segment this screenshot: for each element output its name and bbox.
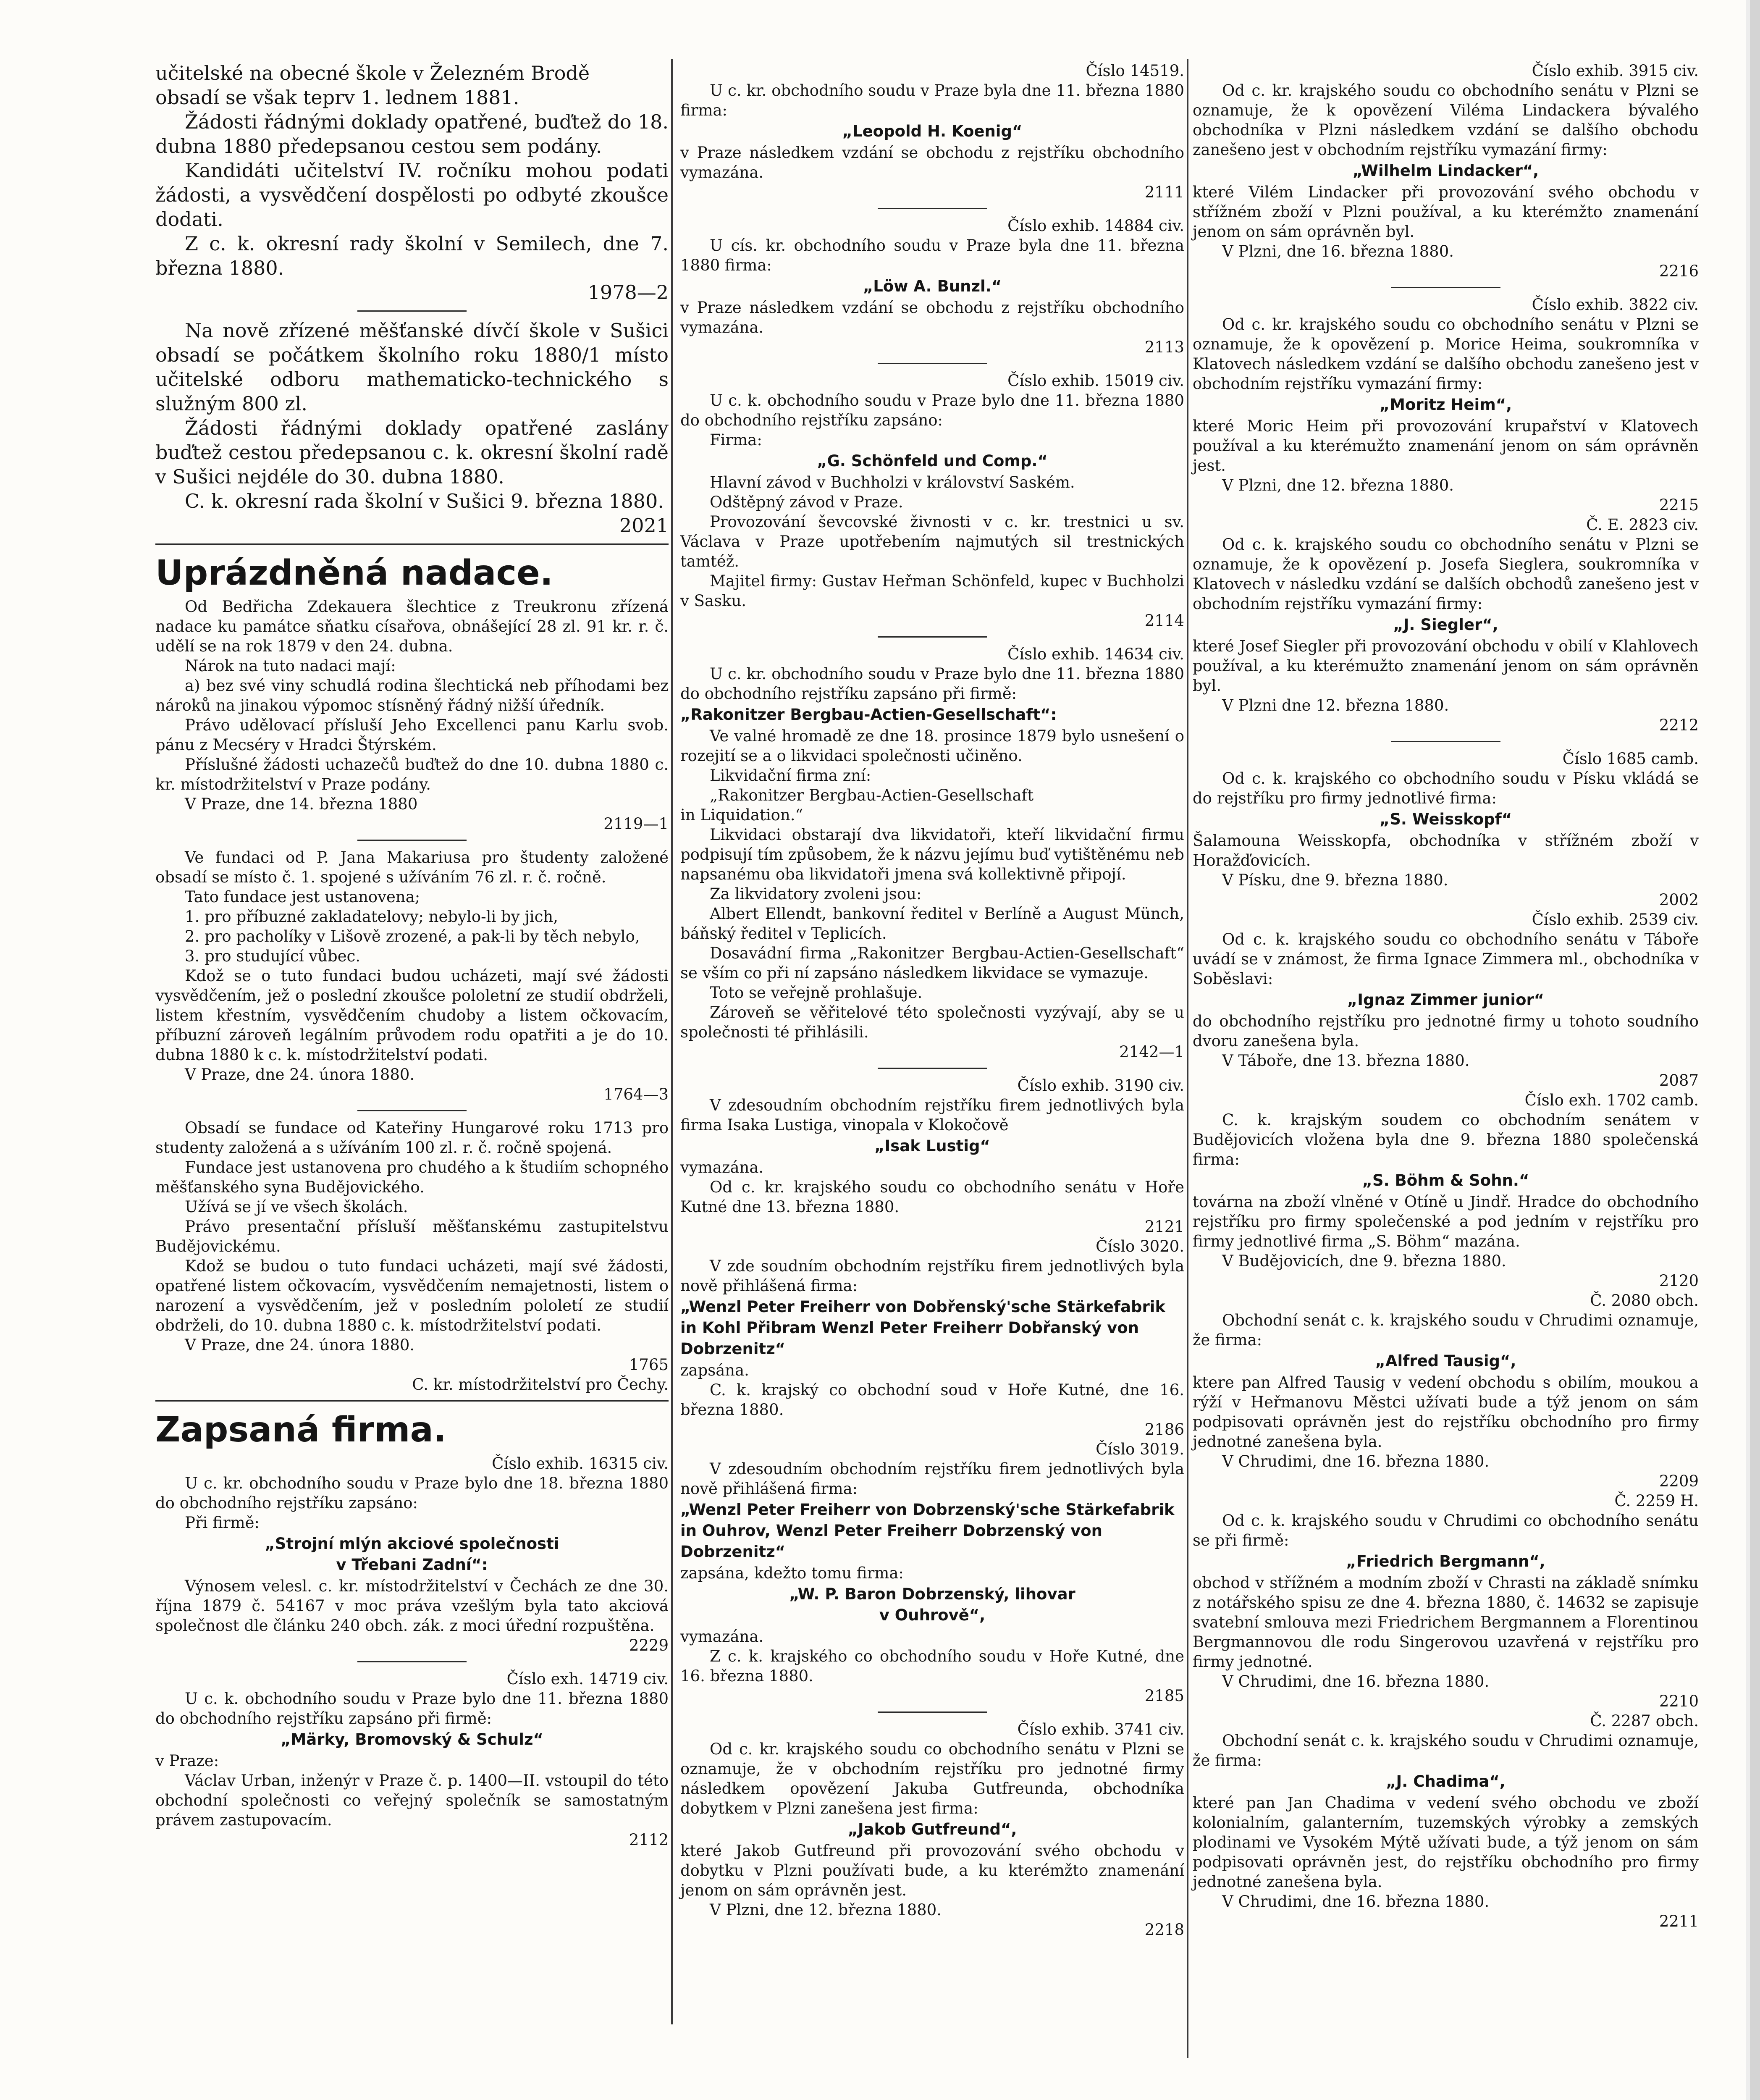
exhibit-number: Číslo exhib. 3822 civ.: [1532, 296, 1699, 314]
firm-name: „J. Chadima“,: [1386, 1772, 1506, 1790]
separator-rule: [357, 1661, 467, 1662]
column-left: [155, 61, 669, 1850]
section-heading-nadace: Uprázdněná nadace.: [155, 553, 553, 593]
separator-rule: [878, 636, 987, 638]
firm-name: „Moritz Heim“,: [1379, 396, 1512, 414]
separator-rule: [878, 363, 987, 364]
notice-text: zapsána, kdežto tomu firma:: [680, 1564, 904, 1582]
page-edge-highlight: [1746, 0, 1750, 2100]
notice-place-date: V Plzni, dne 12. března 1880.: [710, 1901, 942, 1919]
vacancy-text: učitelské na obecné škole v Železném Brodě obsadí se však teprv 1. lednem 1881.: [155, 62, 590, 109]
firm-entry: [680, 644, 1184, 1062]
reference-number: 2210: [1659, 1692, 1699, 1710]
notice-text: Albert Ellendt, bankovní ředitel v Berlíně a August Münch, báňský ředitel v Teplicích.: [680, 905, 1184, 942]
firm-entry: [1193, 910, 1699, 1090]
firm-name: „Märky, Bromovský & Schulz“: [281, 1730, 543, 1748]
notice-place-date: V Chrudimi, dne 16. března 1880.: [1222, 1893, 1490, 1911]
firm-name: „S. Böhm & Sohn.“: [1362, 1171, 1529, 1189]
firm-name: „W. P. Baron Dobrzenský, lihovar v Ouhrově“,: [789, 1585, 1075, 1624]
notice-place-date: V Budějovicích, dne 9. března 1880.: [1222, 1252, 1506, 1270]
reference-number: 2216: [1659, 262, 1699, 280]
separator-rule: [155, 543, 669, 545]
firm-name: „Wenzl Peter Freiherr von Dobrzenský'sche Stärkefabrik in Ouhrov, Wenzl Peter Freiherr Dobrzenský von Dobrzenitz“: [680, 1501, 1175, 1561]
exhibit-number: Číslo exhib. 16315 civ.: [492, 1454, 669, 1473]
exhibit-number: Číslo 14519.: [1086, 62, 1184, 80]
notice-text: Ve valné hromadě ze dne 18. prosince 1879 bylo usnešení o rozejití se a o likvidaci společnosti učiněno.: [680, 727, 1184, 765]
exhibit-number: Číslo exhib. 3915 civ.: [1532, 62, 1699, 80]
exhibit-number: Číslo exhib. 15019 civ.: [1007, 372, 1184, 390]
firm-name: „Leopold H. Koenig“: [842, 122, 1023, 140]
notice-text: U c. k. obchodního soudu v Praze bylo dne 11. března 1880 do obchodního rejstříku zapsáno při firmě:: [155, 1690, 669, 1727]
reference-number: 2218: [1144, 1921, 1184, 1939]
exhibit-number: Č. 2259 H.: [1614, 1492, 1699, 1510]
notice-text: 3. pro studující vůbec.: [185, 947, 361, 965]
notice-text: Fundace jest ustanovena pro chudého a k študiím schopného měšťanského syna Budějovického.: [155, 1158, 669, 1196]
reference-number: 2087: [1659, 1071, 1699, 1089]
notice-text: vymazána.: [680, 1628, 764, 1646]
liquidation-firm-name: „Rakonitzer Bergbau-Actien-Gesellschaft in Liquidation.“: [680, 786, 1034, 824]
foundation-zdekauer: [155, 597, 669, 834]
exhibit-number: Číslo exhib. 2539 civ.: [1532, 911, 1699, 929]
exhibit-number: Číslo 3019.: [1096, 1440, 1184, 1458]
notice-text: C. k. krajský co obchodní soud v Hoře Kutné, dne 16. března 1880.: [680, 1381, 1184, 1419]
vacancy-text: Žádosti řádnými doklady opatřené, buďtež do 18. dubna 1880 předepsanou cestou sem podány.: [155, 110, 669, 158]
exhibit-number: Č. 2080 obch.: [1590, 1292, 1699, 1310]
notice-text: Od c. kr. krajského soudu co obchodního senátu v Plzni se oznamuje, že v obchodním rejstříku pro jednotné firmy následkem opovězení Jakuba Gutfreunda, obchodníka dobytkem v Plzni zanešena jest firma:: [680, 1740, 1184, 1817]
notice-text: Zároveň se věřitelové této společnosti vyzývají, aby se u společnosti té přihlásili.: [680, 1003, 1184, 1041]
notice-signature: C. kr. místodržitelství pro Čechy.: [412, 1376, 669, 1394]
firm-name: „Rakonitzer Bergbau-Actien-Gesellschaft“:: [680, 706, 1057, 724]
reference-number: 2111: [1144, 183, 1184, 201]
notice-text: Od c. k. krajského co obchodního soudu v Písku vkládá se do rejstříku pro firmy jednotlivé firma:: [1193, 769, 1699, 807]
school-vacancy-susice: [155, 318, 669, 538]
separator-rule: [878, 1068, 987, 1069]
notice-text: ktere pan Alfred Tausig v vedení obchodu s obilím, moukou a rýží v Heřmanovu Městci užívati bude a týž jenom on sám podpisovati oprávněn jest do rejstříku obchodního pro firmy jednotné zanešena byla.: [1193, 1373, 1699, 1451]
notice-text: Václav Urban, inženýr v Praze č. p. 1400—II. vstoupil do této obchodní společnosti co veřejný společník se samostatným právem zastupovacím.: [155, 1772, 669, 1829]
firm-name: „Jakob Gutfreund“,: [847, 1820, 1017, 1838]
notice-text: vymazána.: [680, 1158, 764, 1176]
notice-text: Za likvidatory zvoleni jsou:: [710, 885, 922, 903]
reference-number: 2212: [1659, 716, 1699, 734]
notice-text: U c. kr. obchodního soudu v Praze bylo dne 11. března 1880 do obchodního rejstříku zapsáno při firmě:: [680, 665, 1184, 703]
separator-rule: [878, 1712, 987, 1713]
separator-rule: [357, 1110, 467, 1111]
notice-place-date: V Plzni, dne 16. března 1880.: [1222, 242, 1454, 260]
firm-entry: [1193, 61, 1699, 281]
firm-entry: [155, 1454, 669, 1655]
column-right: [1193, 61, 1699, 1931]
firm-name: „Isak Lustig“: [874, 1137, 990, 1155]
notice-text: Kdož se budou o tuto fundaci ucházeti, mají své žádosti, opatřené listem očkovacím, vysvědčením nemajetnosti, listem o narození a vysvědčením, jež v posledním pololetí ze studií obdrželi, do 10. dubna 1880 c. k. místodržitelství podati.: [155, 1257, 669, 1334]
notice-text: Tato fundace jest ustanovena;: [185, 888, 420, 906]
firm-name: „Wenzl Peter Freiherr von Dobřenský'sche Stärkefabrik in Kohl Přibram Wenzl Peter Freiherr Dobřanský von Dobrzenitz“: [680, 1298, 1166, 1358]
firm-name: „Wilhelm Lindacker“,: [1352, 162, 1539, 180]
column-rule-left: [671, 59, 673, 2024]
notice-place-date: V Plzni dne 12. března 1880.: [1222, 696, 1449, 714]
notice-text: Výnosem velesl. c. kr. místodržitelství v Čechách ze dne 30. října 1879 č. 54167 v moc práva vzešlým byla tato akciová společnost dle článku 240 obch. zák. z moci úřední rozpuštěna.: [155, 1577, 669, 1635]
notice-text: Obchodní senát c. k. krajského soudu v Chrudimi oznamuje, že firma:: [1193, 1311, 1699, 1349]
firm-entry: [1193, 1491, 1699, 1711]
notice-text: Užívá se jí ve všech školách.: [185, 1198, 408, 1216]
notice-text: v Praze:: [155, 1752, 219, 1770]
notice-text: a) bez své viny schudlá rodina šlechtická neb příhodami bez nároků na jinakou výpomoc stísněný řádný nižší úředník.: [155, 677, 669, 714]
notice-text: U c. k. obchodního soudu v Praze bylo dne 11. března 1880 do obchodního rejstříku zapsáno:: [680, 391, 1184, 429]
notice-text: Ve fundaci od P. Jana Makariusa pro študenty založené obsadí se místo č. 1. spojené s užíváním 76 zl. r. č. ročně.: [155, 848, 669, 886]
separator-rule: [1391, 741, 1500, 742]
reference-number: 1764—3: [603, 1085, 669, 1103]
notice-text: Odštěpný závod v Praze.: [710, 493, 903, 511]
notice-text: Provozování ševcovské živnosti v c. kr. trestnici u sv. Václava v Praze upotřebením najmutých sil trestnických tamtéž.: [680, 513, 1184, 570]
notice-text: Od c. k. krajského soudu v Chrudimi co obchodního senátu se při firmě:: [1193, 1512, 1699, 1549]
reference-number: 2002: [1659, 891, 1699, 909]
notice-text: které Vilém Lindacker při provozování svého obchodu v střížném zboží v Plzni používal, a ku kterémžto znamenání jenom on sám oprávněn byl.: [1193, 183, 1699, 241]
exhibit-number: Č. E. 2823 civ.: [1586, 516, 1699, 534]
notice-text: V zdesoudním obchodním rejstříku firem jednotlivých byla firma Isaka Lustiga, vinopala v Klokočově: [680, 1096, 1184, 1134]
firm-entry: [1193, 1090, 1699, 1291]
firm-name: „G. Schönfeld und Comp.“: [817, 452, 1048, 470]
notice-text: Příslušné žádosti uchazečů buďtež do dne 10. dubna 1880 c. kr. místodržitelství v Praze podány.: [155, 756, 669, 793]
reference-number: 2215: [1659, 496, 1699, 514]
exhibit-number: Číslo 3020.: [1096, 1237, 1184, 1255]
notice-text: Majitel firmy: Gustav Heřman Schönfeld, kupec v Buchholzi v Sasku.: [680, 572, 1184, 610]
separator-rule: [1391, 287, 1500, 288]
notice-text: Šalamouna Weisskopfa, obchodníka v střížném zboží v Horažďovicích.: [1193, 832, 1699, 869]
reference-number: 2112: [629, 1831, 669, 1849]
reference-number: 2121: [1144, 1218, 1184, 1236]
notice-text: Právo presentační přísluší měšťanskému zastupitelstvu Budějovickému.: [155, 1218, 669, 1255]
exhibit-number: Číslo exh. 14719 civ.: [506, 1670, 669, 1688]
notice-text: do obchodního rejstříku pro jednotné firmy u tohoto soudního dvoru zanešena byla.: [1193, 1012, 1699, 1050]
notice-text: V zde soudním obchodním rejstříku firem jednotlivých byla nově přihlášená firma:: [680, 1257, 1184, 1295]
separator-rule: [155, 1400, 669, 1402]
reference-number: 2185: [1144, 1687, 1184, 1705]
notice-text: Při firmě:: [185, 1514, 260, 1532]
notice-text: 2. pro pacholíky v Lišově zrozené, a pak-li by těch nebylo,: [185, 927, 640, 945]
firm-name: „Strojní mlýn akciové společnosti v Třebani Zadní“:: [265, 1535, 559, 1574]
reference-number: 1978—2: [588, 281, 669, 304]
reference-number: 2142—1: [1119, 1043, 1184, 1061]
notice-text: Od c. kr. krajského soudu co obchodního senátu v Plzni se oznamuje, že k opovězení Viléma Lindackera bývalého obchodníka v Plzni následkem vzdání se dalšího obchodu zanešeno jest v obchodním rejstříku vymazání firmy:: [1193, 81, 1699, 159]
notice-text: továrna na zboží vlněné v Otíně u Jindř. Hradce do obchodního rejstříku pro firmy společenské a pod jedním v rejstříku pro firmy jednotlivé firma „S. Böhm“ mazána.: [1193, 1193, 1699, 1250]
firm-name: „Alfred Tausig“,: [1375, 1352, 1516, 1370]
notice-text: Z c. k. krajského co obchodního soudu v Hoře Kutné, dne 16. března 1880.: [680, 1647, 1184, 1685]
firm-entry: [155, 1669, 669, 1850]
notice-text: U cís. kr. obchodního soudu v Praze byla dne 11. března 1880 firma:: [680, 236, 1184, 274]
notice-text: Od c. k. krajského soudu co obchodního senátu v Plzni se oznamuje, že k opovězení p. Josefa Sieglera, soukromníka v Klatovech v následku vzdání se dalších obchodů zanešeno jest v obchodním rejstříku vymazání firmy:: [1193, 536, 1699, 613]
notice-place-date: V Plzni, dne 12. března 1880.: [1222, 476, 1454, 494]
firm-entry: [680, 1439, 1184, 1706]
notice-text: V zdesoudním obchodním rejstříku firem jednotlivých byla nově přihlášená firma:: [680, 1460, 1184, 1498]
notice-place-date: V Chrudimi, dne 16. března 1880.: [1222, 1452, 1490, 1470]
notice-text: zapsána.: [680, 1361, 749, 1379]
foundation-hungar: [155, 1118, 669, 1394]
notice-text: Nárok na tuto nadaci mají:: [185, 657, 396, 675]
section-heading-firma: Zapsaná firma.: [155, 1410, 447, 1450]
vacancy-signature: C. k. okresní rada školní v Sušici 9. března 1880.: [185, 490, 664, 512]
notice-text: Od c. kr. krajského soudu co obchodního senátu v Plzni se oznamuje, že k opovězení p. Morice Heima, soukromníka v Klatovech následkem vzdání se dalšího obchodu zanešeno jest v obchodním rejstříku vymazání firmy:: [1193, 315, 1699, 393]
notice-text: které Moric Heim při provozování krupařství v Klatovech používal a ku kterémužto znamenání jenom on sám oprávněn jest.: [1193, 417, 1699, 475]
separator-rule: [357, 840, 467, 841]
reference-number: 2113: [1144, 338, 1184, 356]
firm-name: „J. Siegler“,: [1393, 616, 1498, 634]
reference-number: 2120: [1659, 1272, 1699, 1290]
exhibit-number: Číslo 1685 camb.: [1562, 750, 1699, 768]
notice-place-date: V Chrudimi, dne 16. března 1880.: [1222, 1672, 1490, 1690]
notice-text: v Praze následkem vzdání se obchodu z rejstříku obchodního vymazána.: [680, 299, 1184, 336]
vacancy-text: Na nově zřízené měšťanské dívčí škole v Sušici obsadí se počátkem školního roku 1880/1 místo učitelské odboru mathematicko-technického s služným 800 zl.: [155, 319, 669, 415]
notice-place-date: V Praze, dne 24. února 1880.: [185, 1066, 415, 1084]
reference-number: 2021: [619, 514, 669, 537]
exhibit-number: Č. 2287 obch.: [1590, 1712, 1699, 1730]
notice-text: Právo udělovací přísluší Jeho Excellenci panu Karlu svob. pánu z Mecséry v Hradci Štýrském.: [155, 716, 669, 754]
page-edge-shadow: [1750, 0, 1760, 2100]
reference-number: 2229: [629, 1636, 669, 1654]
notice-text: Likvidaci obstarají dva likvidatoři, kteří likvidační firmu podpisují tím způsobem, že k názvu jejímu buď vytištěnému neb napsanému oba likvidatoři jmena svá kollektivně připojí.: [680, 826, 1184, 883]
notice-place-date: V Písku, dne 9. března 1880.: [1222, 871, 1448, 889]
notice-text: Kdož se o tuto fundaci budou ucházeti, mají své žádosti vysvědčením, jež o poslední zkoušce pololetní ze studií obdrželi, listem křestním, vysvědčením chudoby a listem očkovacím, příbuzní zároveň legálním průvodem rodu opatřiti a je do 10. dubna 1880 k c. k. místodržitelství podati.: [155, 967, 669, 1064]
reference-number: 2186: [1144, 1420, 1184, 1438]
reference-number: 2211: [1659, 1912, 1699, 1930]
notice-text: Toto se veřejně prohlašuje.: [710, 984, 923, 1002]
exhibit-number: Číslo exhib. 3190 civ.: [1017, 1076, 1184, 1095]
notice-text: Od c. k. krajského soudu co obchodního senátu v Táboře uvádí se v známost, že firma Ignace Zimmera ml., obchodníka v Soběslavi:: [1193, 930, 1699, 988]
column-middle: [680, 61, 1184, 1940]
firm-name: „Löw A. Bunzl.“: [863, 277, 1002, 295]
reference-number: 2209: [1659, 1472, 1699, 1490]
exhibit-number: Číslo exh. 1702 camb.: [1524, 1091, 1699, 1109]
firm-entry: [1193, 295, 1699, 515]
notice-text: Firma:: [710, 431, 762, 449]
vacancy-text: Kandidáti učitelství IV. ročníku mohou podati žádosti, a vysvědčení dospělosti po odbyté zkoušce dodati.: [155, 159, 669, 231]
firm-entry: [680, 1236, 1184, 1439]
reference-number: 1765: [629, 1356, 669, 1374]
firm-entry: [680, 61, 1184, 202]
firm-entry: [680, 371, 1184, 630]
firm-entry: [680, 216, 1184, 357]
notice-text: Od Bedřicha Zdekauera šlechtice z Treukronu zřízená nadace ku památce sňatku císařova, obnášející 28 zl. 91 kr. r. č. udělí se na rok 1879 v den 24. dubna.: [155, 598, 669, 655]
notice-place-date: V Praze, dne 14. března 1880: [185, 795, 418, 813]
separator-rule: [878, 208, 987, 209]
firm-entry: [1193, 1711, 1699, 1931]
notice-text: Obchodní senát c. k. krajského soudu v Chrudimi oznamuje, že firma:: [1193, 1732, 1699, 1769]
notice-text: U c. kr. obchodního soudu v Praze bylo dne 18. března 1880 do obchodního rejstříku zapsáno:: [155, 1474, 669, 1512]
notice-text: obchod v střížném a modním zboží v Chrasti na základě snímku z notářského spisu ze dne 4. března 1880, č. 14632 se zapisuje svatební smlouva mezi Friedrichem Bergmannem a Florentinou Bergmannovou dle rodu Singerovou uzavřená v rejstříku pro firmy jednotné.: [1193, 1574, 1699, 1671]
column-rule-right: [1187, 59, 1188, 2058]
separator-rule: [357, 310, 467, 312]
notice-text: které Josef Siegler při provozování obchodu v obilí v Klahlovech používal, a ku kterémužto znamenání jenom on sám oprávněn byl.: [1193, 637, 1699, 695]
notice-text: které Jakob Gutfreund při provozování svého obchodu v dobytku v Plzni používati bude, a ku kterémžto znamenání jenom on sám oprávněn jest.: [680, 1842, 1184, 1899]
notice-text: C. k. krajským soudem co obchodním senátem v Budějovicích vložena byla dne 9. března 1880 společenská firma:: [1193, 1111, 1699, 1168]
firm-name: „Friedrich Bergmann“,: [1346, 1552, 1545, 1570]
vacancy-signature: Z c. k. okresní rady školní v Semilech, dne 7. března 1880.: [155, 232, 669, 279]
notice-place-date: V Praze, dne 24. února 1880.: [185, 1336, 415, 1354]
school-vacancy-semily: [155, 61, 669, 304]
firm-entry: [1193, 1291, 1699, 1491]
exhibit-number: Číslo exhib. 14884 civ.: [1007, 217, 1184, 235]
notice-text: Obsadí se fundace od Kateřiny Hungarové roku 1713 pro studenty založená a s užíváním 100 zl. r. č. ročně spojená.: [155, 1119, 669, 1157]
exhibit-number: Číslo exhib. 14634 civ.: [1007, 645, 1184, 663]
exhibit-number: Číslo exhib. 3741 civ.: [1017, 1720, 1184, 1738]
notice-text: v Praze následkem vzdání se obchodu z rejstříku obchodního vymazána.: [680, 144, 1184, 181]
notice-place-date: V Táboře, dne 13. března 1880.: [1222, 1052, 1470, 1070]
foundation-makarius: [155, 848, 669, 1104]
notice-text: Likvidační firma zní:: [710, 766, 871, 785]
firm-name: „S. Weisskopf“: [1379, 810, 1512, 828]
notice-text: Hlavní závod v Buchholzi v království Saském.: [710, 473, 1075, 491]
notice-text: Od c. kr. krajského soudu co obchodního senátu v Hoře Kutné dne 13. března 1880.: [680, 1178, 1184, 1216]
firm-entry: [1193, 515, 1699, 735]
firm-entry: [680, 1076, 1184, 1236]
vacancy-text: Žádosti řádnými doklady opatřené zaslány buďtež cestou předepsanou c. k. okresní školní radě v Sušici nejdéle do 30. dubna 1880.: [155, 417, 669, 488]
reference-number: 2119—1: [603, 815, 669, 833]
notice-text: Dosavádní firma „Rakonitzer Bergbau-Actien-Gesellschaft“ se vším co při ní zapsáno následkem likvidace se vymazuje.: [680, 944, 1184, 982]
reference-number: 2114: [1144, 612, 1184, 630]
firm-entry: [1193, 749, 1699, 910]
firm-name: „Ignaz Zimmer junior“: [1347, 991, 1545, 1009]
notice-text: U c. kr. obchodního soudu v Praze byla dne 11. března 1880 firma:: [680, 81, 1184, 119]
notice-text: které pan Jan Chadima v vedení svého obchodu ve zboží kolonialním, galanterním, tuzemských výrobky a zemských plodinami ve Vysokém Mýtě užívati bude, a týž jenom on sám podpisovati oprávněn jest, do rejstříku obchodního pro firmy jednotné zanešena byla.: [1193, 1794, 1699, 1891]
notice-text: 1. pro příbuzné zakladatelovy; nebylo-li by jich,: [185, 908, 559, 926]
firm-entry: [680, 1719, 1184, 1940]
